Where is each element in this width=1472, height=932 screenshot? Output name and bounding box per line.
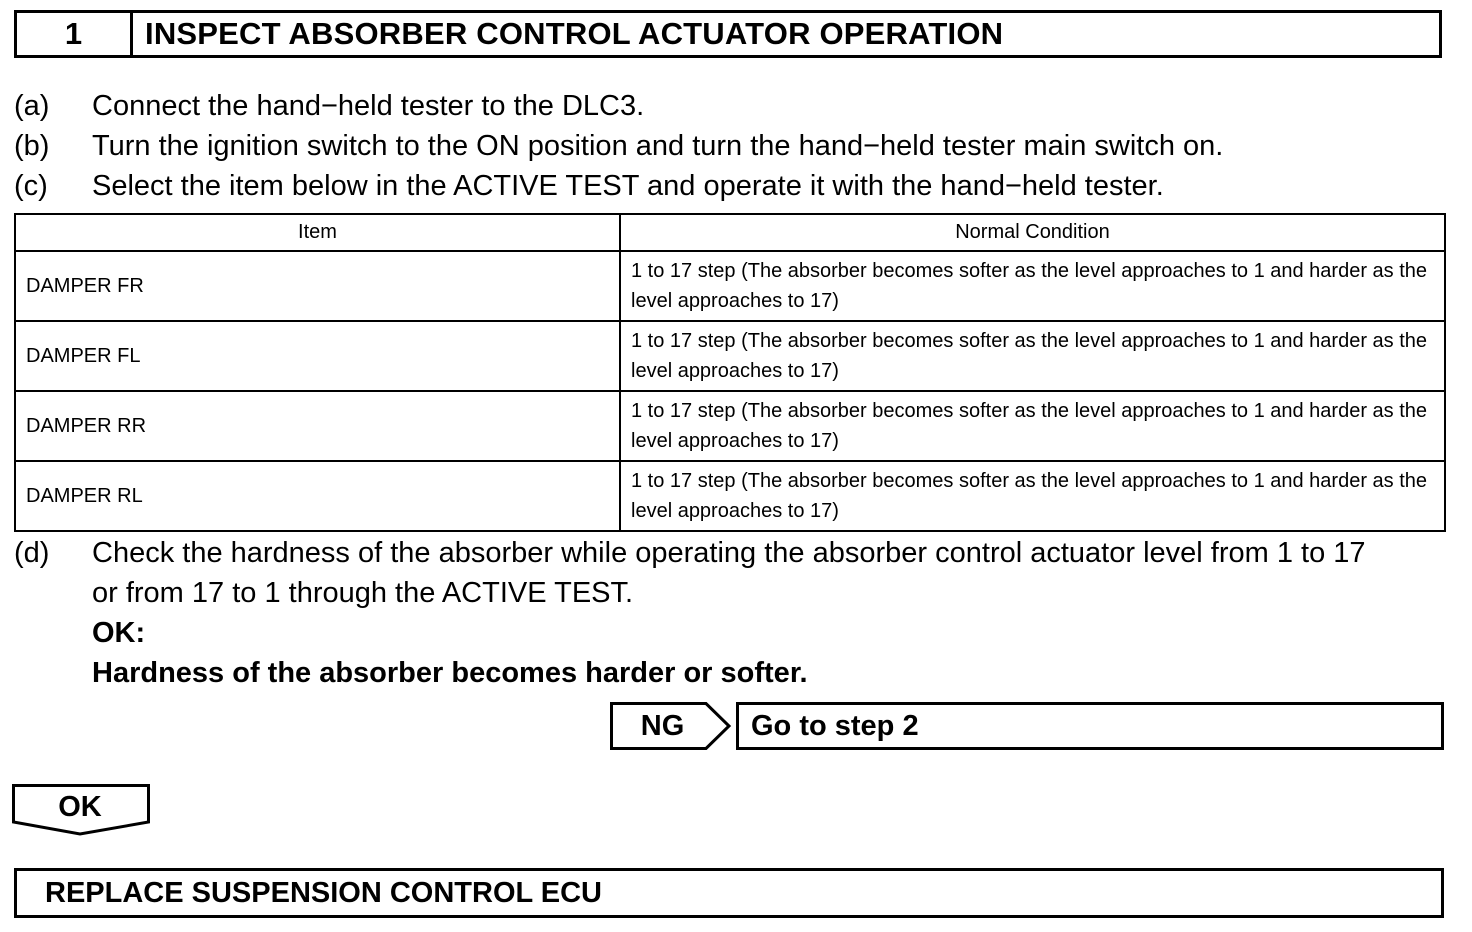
header-item: Item	[15, 214, 620, 251]
table-row	[15, 391, 1445, 461]
step-header	[14, 10, 1442, 58]
table-row	[15, 461, 1445, 531]
ok-criteria-text: Hardness of the absorber becomes harder or softer.	[92, 657, 808, 689]
condition-cell: 1 to 17 step (The absorber becomes softer as the level approaches to 1 and harder as the level approaches to 17)	[620, 251, 1445, 321]
item-cell: DAMPER RL	[15, 461, 620, 531]
ok-branch-arrow	[12, 784, 150, 836]
instruction-text: Select the item below in the ACTIVE TEST and operate it with the hand−held tester.	[92, 170, 1164, 202]
item-cell: DAMPER RR	[15, 391, 620, 461]
instruction-d-line2: or from 17 to 1 through the ACTIVE TEST.	[92, 577, 634, 609]
instruction-label: (b)	[14, 130, 50, 162]
step-title: INSPECT ABSORBER CONTROL ACTUATOR OPERATION	[145, 16, 1004, 51]
ng-branch-arrow	[610, 702, 732, 750]
ng-label: NG	[640, 709, 685, 742]
active-test-table	[14, 213, 1446, 532]
instruction-d-line1: Check the hardness of the absorber while operating the absorber control actuator level from 1 to 17	[92, 537, 1366, 569]
ok-label: OK	[58, 790, 102, 823]
ok-criteria-label: OK:	[92, 617, 146, 649]
instruction-text: Connect the hand−held tester to the DLC3.	[92, 90, 645, 122]
instruction-text: Turn the ignition switch to the ON position and turn the hand−held tester main switch on.	[92, 130, 1224, 162]
table-header-row	[15, 214, 1445, 251]
item-cell: DAMPER FL	[15, 321, 620, 391]
go-to-step-box: Go to step 2	[736, 702, 1444, 750]
condition-cell: 1 to 17 step (The absorber becomes softer as the level approaches to 1 and harder as the level approaches to 17)	[620, 391, 1445, 461]
instruction-label: (d)	[14, 537, 50, 569]
table-row	[15, 251, 1445, 321]
table-row	[15, 321, 1445, 391]
condition-cell: 1 to 17 step (The absorber becomes softer as the level approaches to 1 and harder as the level approaches to 17)	[620, 461, 1445, 531]
final-step-box: REPLACE SUSPENSION CONTROL ECU	[14, 868, 1444, 918]
header-normal-condition: Normal Condition	[620, 214, 1445, 251]
step-number: 1	[17, 13, 133, 55]
instruction-label: (a)	[14, 90, 50, 122]
instruction-label: (c)	[14, 170, 48, 202]
item-cell: DAMPER FR	[15, 251, 620, 321]
condition-cell: 1 to 17 step (The absorber becomes softer as the level approaches to 1 and harder as the level approaches to 17)	[620, 321, 1445, 391]
